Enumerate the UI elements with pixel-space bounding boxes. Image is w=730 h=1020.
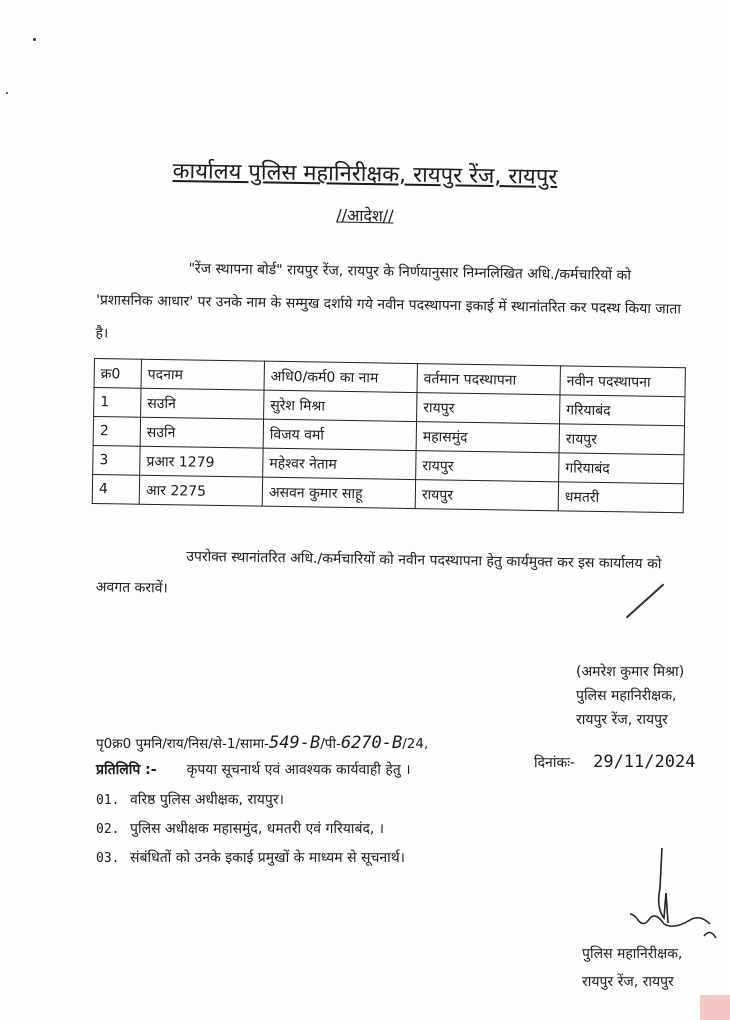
- cell-serial: 3: [93, 445, 140, 475]
- list-item: [96, 848, 405, 877]
- signatory-office: रायपुर रेंज, रायपुर: [582, 974, 674, 990]
- cell-name: विजय वर्मा: [263, 419, 416, 450]
- cell-serial: 1: [94, 388, 141, 418]
- reference-suffix: /24,: [402, 736, 429, 752]
- scan-artifact: [700, 995, 730, 1020]
- cell-designation: आर 2275: [139, 475, 262, 506]
- list-item-text: पुलिस अधीक्षक महासमुंद, धमतरी एवं गरियाबंद, ।: [130, 821, 385, 837]
- cell-new-posting: धमतरी: [558, 482, 683, 513]
- cell-serial: 2: [93, 417, 140, 447]
- cell-current-posting: रायपुर: [415, 480, 558, 511]
- list-item-number: 03.: [96, 851, 120, 866]
- scan-speck: [33, 38, 36, 41]
- copy-to-label: प्रतिलिपि :-: [96, 762, 157, 778]
- list-item-text: वरिष्ठ पुलिस अधीक्षक, रायपुर।: [130, 792, 284, 808]
- list-item: [96, 790, 405, 819]
- cell-name: सुरेश मिश्रा: [264, 390, 417, 421]
- cell-designation: सउनि: [140, 417, 263, 448]
- cell-new-posting: रायपुर: [559, 424, 684, 455]
- handwritten-signature: [630, 848, 720, 948]
- cell-serial: 4: [92, 474, 139, 504]
- list-item: [96, 819, 405, 848]
- signatory-name: (अमरेश कुमार मिश्रा): [576, 664, 685, 680]
- cell-current-posting: महासमुंद: [416, 422, 559, 453]
- list-item-number: 01.: [96, 793, 120, 808]
- copy-to-text: कृपया सूचनार्थ एवं आवश्यक कार्यवाही हेतु ।: [186, 762, 411, 778]
- reference-handwritten-2: 6270-B: [340, 733, 403, 753]
- signatory-block-top: [576, 660, 684, 732]
- cell-new-posting: गरियाबंद: [559, 453, 684, 484]
- date-line: [534, 752, 695, 772]
- signatory-designation: पुलिस महानिरीक्षक,: [576, 688, 677, 704]
- header-serial: क्र0: [94, 359, 141, 389]
- date-value: 29/11/2024: [593, 752, 696, 772]
- reference-prefix: पृ0क्र0 पुमनि/राय/निस/से-1/सामा-: [96, 736, 270, 752]
- signatory-office: रायपुर रेंज, रायपुर: [576, 712, 668, 728]
- reference-handwritten-1: 549-B: [269, 733, 321, 753]
- signatory-block-bottom: [582, 940, 682, 996]
- order-heading: //आदेश//: [336, 205, 394, 226]
- reference-mid: /पी-: [320, 736, 341, 752]
- cell-current-posting: रायपुर: [417, 393, 560, 424]
- scan-speck: [6, 92, 8, 94]
- intro-paragraph: "रेंज स्थापना बोर्ड" रायपुर रेंज, रायपुर के निर्णयानुसार निम्नलिखित अधि./कर्मचारियों को 'प्रशासनिक आधार' पर उनके नाम के सम्मुख दर्शाये गये नवीन पदस्थापना इकाई में स्थानांतरित कर पदस्थ किया जाता है।: [95, 260, 682, 342]
- list-item-text: संबंधितों को उनके इकाई प्रमुखों के माध्यम से सूचनार्थ।: [130, 850, 405, 866]
- transfer-table: [92, 358, 686, 513]
- reference-number: [96, 733, 428, 753]
- cell-new-posting: गरियाबंद: [560, 395, 685, 426]
- cell-name: महेश्वर नेताम: [263, 448, 416, 479]
- signatory-designation: पुलिस महानिरीक्षक,: [582, 946, 683, 962]
- list-item-number: 02.: [96, 822, 120, 837]
- cell-designation: सउनि: [141, 388, 264, 419]
- cell-designation: प्रआर 1279: [140, 446, 263, 477]
- copy-to-line: [96, 760, 411, 779]
- header-current-posting: वर्तमान पदस्थापना: [417, 364, 560, 395]
- header-name: अधि0/कर्म0 का नाम: [264, 361, 417, 392]
- header-designation: पदनाम: [141, 359, 264, 390]
- cell-current-posting: रायपुर: [416, 451, 559, 482]
- office-title: कार्यालय पुलिस महानिरीक्षक, रायपुर रेंज, रायपुर: [172, 158, 558, 191]
- date-label: दिनांकः-: [534, 755, 576, 771]
- closing-paragraph: उपरोक्त स्थानांतरित अधि./कर्मचारियों को नवीन पदस्थापना हेतु कार्यमुक्त कर इस कार्यालय को अवगत करावें।: [95, 548, 662, 597]
- header-new-posting: नवीन पदस्थापना: [560, 366, 685, 397]
- cell-name: असवन कुमार साहू: [262, 477, 415, 508]
- copy-to-list: [96, 790, 405, 877]
